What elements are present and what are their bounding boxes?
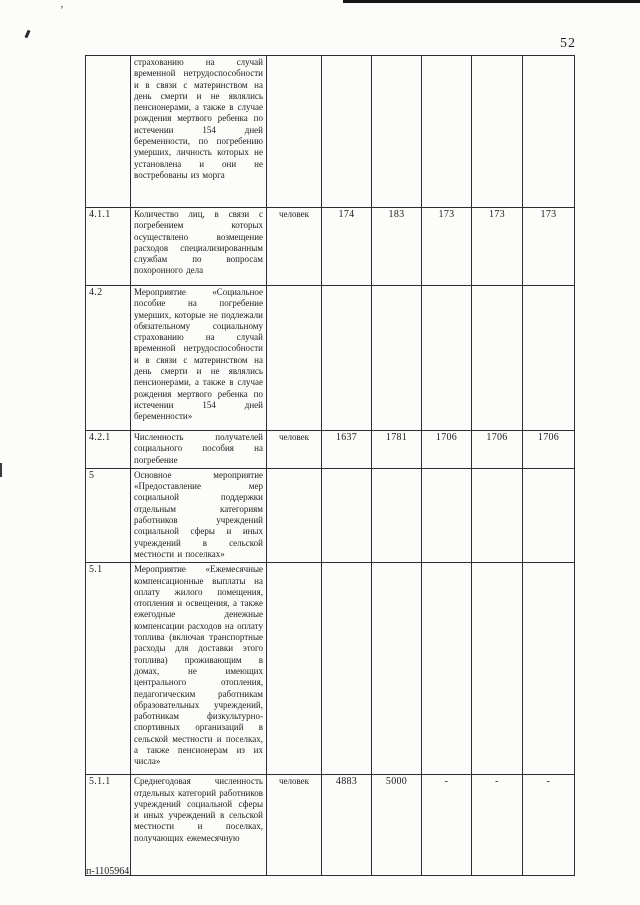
- row-value: 183: [372, 208, 422, 286]
- row-value: [472, 563, 523, 775]
- row-unit: человек: [267, 208, 322, 286]
- page-number: 52: [560, 36, 576, 51]
- row-value: 5000: [372, 775, 422, 876]
- scan-artifact-mark: ’: [60, 4, 64, 16]
- row-value: [322, 563, 372, 775]
- row-value: [523, 563, 575, 775]
- row-value: 4883: [322, 775, 372, 876]
- row-value: [372, 563, 422, 775]
- row-value: 174: [322, 208, 372, 286]
- row-value: [523, 286, 575, 431]
- row-value: [523, 56, 575, 208]
- row-value: -: [472, 775, 523, 876]
- row-description: Численность получателей социального пособия на погребение: [131, 431, 267, 469]
- row-unit: [267, 56, 322, 208]
- row-description: Мероприятие «Социальное пособие на погребение умерших, которые не подлежали обязательному социальному страхованию на случай временной нетрудоспособности и в связи с материнством на день смерти и не являлись пенсионерами, а также в случае рождения мертвого ребенка по истечении 154 дней беременности»: [131, 286, 267, 431]
- row-value: [372, 286, 422, 431]
- row-value: [322, 56, 372, 208]
- table-row: [86, 208, 575, 286]
- row-value: -: [422, 775, 472, 876]
- footer-code: п-1105964: [86, 866, 130, 877]
- table-row: [86, 468, 575, 562]
- row-unit: [267, 563, 322, 775]
- row-value: [322, 286, 372, 431]
- row-unit: человек: [267, 775, 322, 876]
- row-value: [422, 56, 472, 208]
- row-value: [372, 468, 422, 562]
- table-row: [86, 286, 575, 431]
- row-unit: [267, 468, 322, 562]
- table-row: [86, 431, 575, 469]
- row-value: [472, 286, 523, 431]
- row-value: [523, 468, 575, 562]
- table-row: [86, 775, 575, 876]
- row-number: 5.1: [86, 563, 131, 775]
- row-description: Основное мероприятие «Предоставление мер социальной поддержки отдельным категориям работников учреждений социальной сферы и иных учреждений в сельской местности и поселках»: [131, 468, 267, 562]
- row-description: Среднегодовая численность отдельных категорий работников учреждений социальной сферы и иных учреждений в сельской местности и поселках, получающих ежемесячную: [131, 775, 267, 876]
- row-number: 5.1.1: [86, 775, 131, 876]
- row-value: [472, 56, 523, 208]
- row-value: 1706: [523, 431, 575, 469]
- row-number: [86, 56, 131, 208]
- row-value: 1637: [322, 431, 372, 469]
- row-value: [322, 468, 372, 562]
- row-value: 173: [523, 208, 575, 286]
- row-value: 1706: [422, 431, 472, 469]
- row-description: Мероприятие «Ежемесячные компенсационные выплаты на оплату жилого помещения, отопления и освещения, а также ежегодные денежные компенсации расходов на оплату топлива (включая транспортные расходы для доставки этого топлива) проживающим в домах, не имеющих центрального отопления, педагогическим работникам образовательных учреждений, работникам физкультурно-спортивных организаций в сельской местности и поселках, а также пенсионерам из их числа»: [131, 563, 267, 775]
- row-description: Количество лиц, в связи с погребением которых осуществлено возмещение расходов специализированным службам по вопросам похоронного дела: [131, 208, 267, 286]
- row-number: 5: [86, 468, 131, 562]
- row-number: 4.2.1: [86, 431, 131, 469]
- row-value: [422, 286, 472, 431]
- scan-artifact-dash: [0, 463, 2, 477]
- row-value: [422, 563, 472, 775]
- row-value: [472, 468, 523, 562]
- row-description: страхованию на случай временной нетрудоспособности и в связи с материнством на день смерти и не являлись пенсионерами, а также в случае рождения мертвого ребенка по истечении 154 дней беременности, по погребению умерших, личность которых не установлена и они не востребованы из морга: [131, 56, 267, 208]
- row-value: 1706: [472, 431, 523, 469]
- row-value: [422, 468, 472, 562]
- row-value: 173: [422, 208, 472, 286]
- row-value: -: [523, 775, 575, 876]
- scan-artifact-tick: [25, 30, 31, 39]
- report-table: [85, 55, 575, 876]
- table-row: [86, 563, 575, 775]
- row-unit: человек: [267, 431, 322, 469]
- row-number: 4.2: [86, 286, 131, 431]
- scan-artifact-top-line: [343, 0, 640, 3]
- row-unit: [267, 286, 322, 431]
- table-row: [86, 56, 575, 208]
- row-value: 173: [472, 208, 523, 286]
- row-value: 1781: [372, 431, 422, 469]
- row-value: [372, 56, 422, 208]
- row-number: 4.1.1: [86, 208, 131, 286]
